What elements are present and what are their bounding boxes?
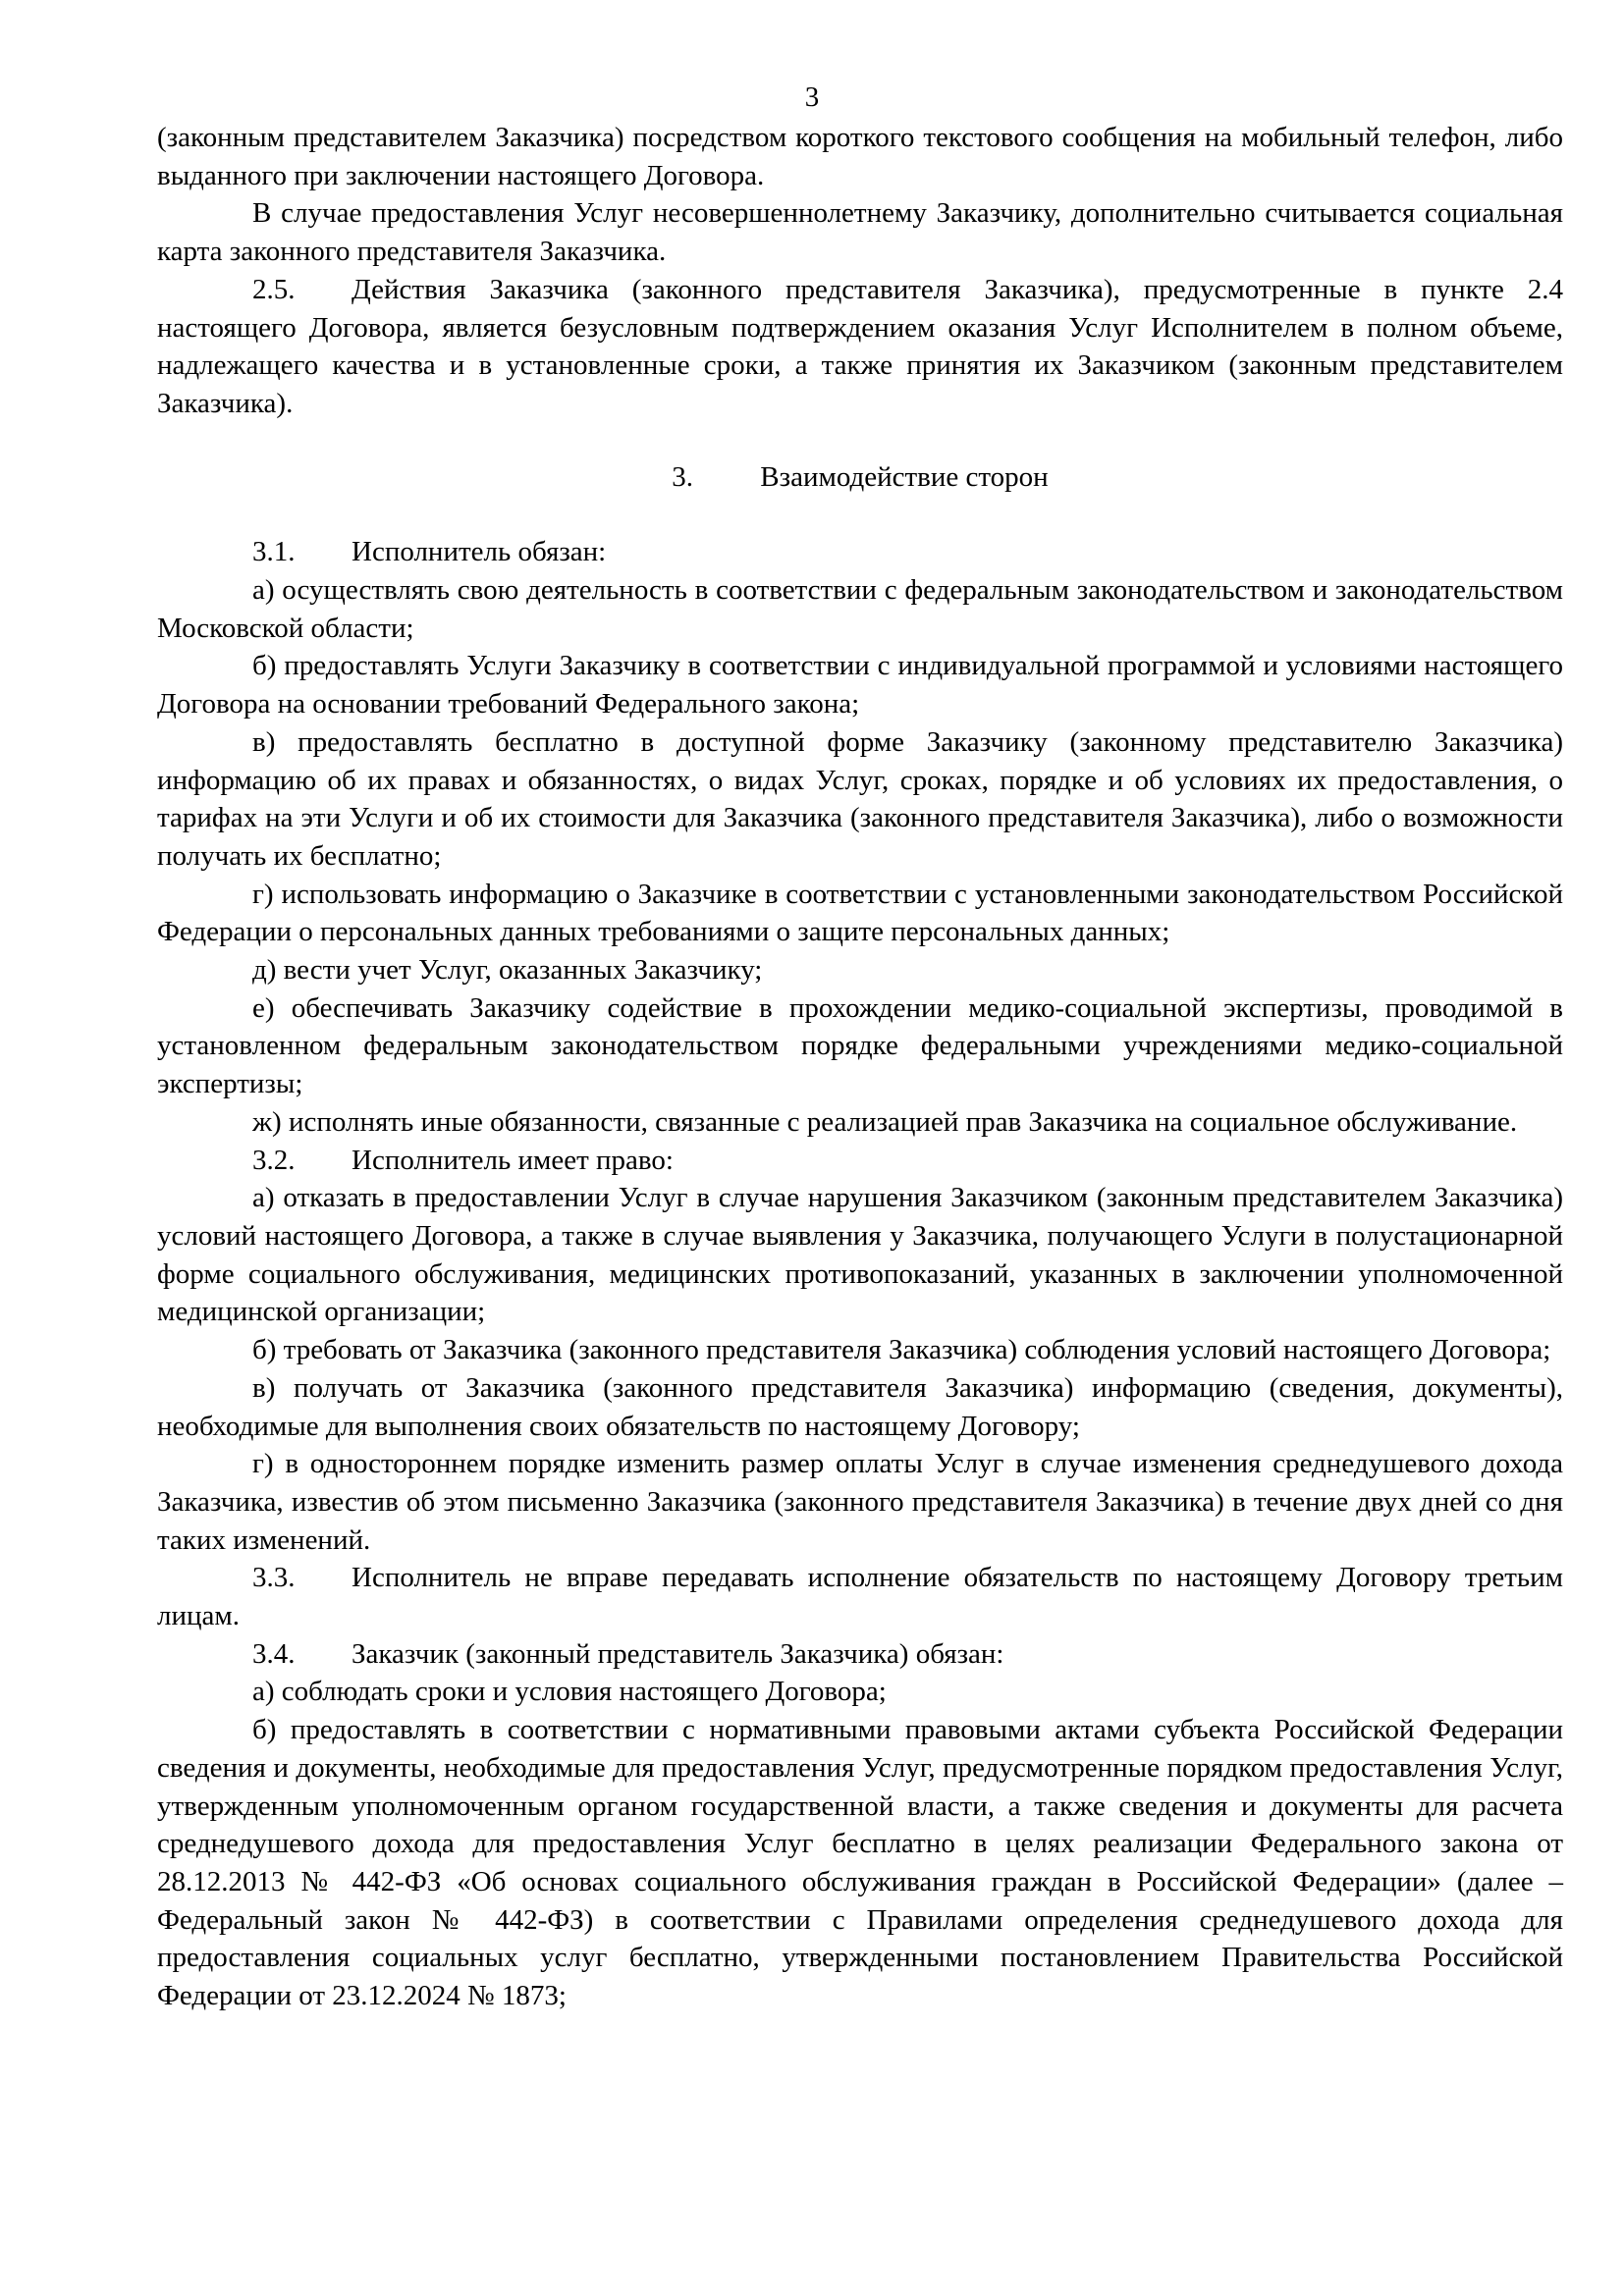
clause-3-4 [157, 1635, 1563, 1674]
list-item: б) предоставлять в соответствии с нормативными правовыми актами субъекта Российской Федерации сведения и документы, необходимые для предоставления Услуг, предусмотренные порядком предоставления Услуг, утвержденным уполномоченным органом государственной власти, а также сведения и документы для расчета среднедушевого дохода для предоставления Услуг бесплатно в целях реализации Федерального закона от 28.12.2013 № 442-ФЗ «Об основах социального обслуживания граждан в Российской Федерации» (далее – Федеральный закон № 442-ФЗ) в соответствии с Правилами определения среднедушевого дохода для предоставления социальных услуг бесплатно, утвержденными постановлением Правительства Российской Федерации от 23.12.2024 № 1873; [157, 1714, 1563, 2012]
clause-number: 3.3. [252, 1562, 296, 1594]
clause-text: Исполнитель не вправе передавать исполнение обязательств по настоящему Договору третьим лицам. [157, 1562, 1563, 1632]
clause-3-1 [157, 533, 1563, 571]
clause-text: Заказчик (законный представитель Заказчика) обязан: [352, 1637, 1004, 1670]
clause-number: 3.1. [252, 536, 296, 568]
list-item: ж) исполнять иные обязанности, связанные с реализацией прав Заказчика на социальное обслуживание. [252, 1105, 1518, 1138]
clause-text: Действия Заказчика (законного представителя Заказчика), предусмотренные в пункте 2.4 настоящего Договора, является безусловным подтверждением оказания Услуг Исполнителем в полном объеме, надлежащего качества и в установленные сроки, а также принятия их Заказчиком (законным представителем Заказчика). [157, 273, 1563, 419]
page-number: 3 [804, 81, 820, 113]
list-item: б) требовать от Заказчика (законного представителя Заказчика) соблюдения условий настоящего Договора; [252, 1334, 1551, 1366]
clause-text: Исполнитель имеет право: [352, 1144, 674, 1176]
list-item: в) получать от Заказчика (законного представителя Заказчика) информацию (сведения, документы), необходимые для выполнения своих обязательств по настоящему Договору; [157, 1371, 1563, 1442]
paragraph: В случае предоставления Услуг несовершеннолетнему Заказчику, дополнительно считывается социальная карта законного представителя Заказчика. [157, 197, 1563, 268]
document-body [157, 119, 1563, 2015]
list-item: а) отказать в предоставлении Услуг в случае нарушения Заказчиком (законным представителем Заказчика) условий настоящего Договора, а также в случае выявления у Заказчика, получающего Услуги в полустационарной форме социального обслуживания, медицинских противопоказаний, указанных в заключении уполномоченной медицинской организации; [157, 1182, 1563, 1328]
list-item: е) обеспечивать Заказчику содействие в прохождении медико-социальной экспертизы, проводимой в установленном федеральным законодательством порядке федеральными учреждениями медико-социальной экспертизы; [157, 991, 1563, 1100]
clause-3-2 [157, 1142, 1563, 1180]
section-heading [157, 458, 1563, 497]
list-item: в) предоставлять бесплатно в доступной форме Заказчику (законному представителю Заказчика) информацию об их правах и обязанностях, о видах Услуг, сроках, порядке и об условиях их предоставления, о тарифах на эти Услуги и об их стоимости для Заказчика (законного представителя Заказчика), либо о возможности получать их бесплатно; [157, 725, 1563, 872]
list-item: д) вести учет Услуг, оказанных Заказчику; [252, 954, 763, 987]
clause-text: Исполнитель обязан: [352, 536, 607, 568]
list-item: б) предоставлять Услуги Заказчику в соответствии с индивидуальной программой и условиями настоящего Договора на основании требований Федерального закона; [157, 650, 1563, 721]
list-item: г) в одностороннем порядке изменить размер оплаты Услуг в случае изменения среднедушевого дохода Заказчика, известив об этом письменно Заказчика (законного представителя Заказчика) в течение двух дней со дня таких изменений. [157, 1448, 1563, 1556]
clause-number: 3.4. [252, 1637, 296, 1670]
clause-number: 3.2. [252, 1144, 296, 1176]
clause-number: 2.5. [252, 273, 296, 305]
clause-3-3 [157, 1559, 1563, 1634]
list-item: г) использовать информацию о Заказчике в соответствии с установленными законодательством Российской Федерации о персональных данных требованиями о защите персональных данных; [157, 878, 1563, 948]
list-item: а) соблюдать сроки и условия настоящего Договора; [252, 1676, 887, 1708]
paragraph-continuation: (законным представителем Заказчика) посредством короткого текстового сообщения на мобильный телефон, либо выданного при заключении настоящего Договора. [157, 122, 1563, 191]
section-title: Взаимодействие сторон [760, 460, 1049, 493]
section-number: 3. [672, 460, 694, 493]
clause-2-5 [157, 271, 1563, 423]
list-item: а) осуществлять свою деятельность в соответствии с федеральным законодательством и законодательством Московской области; [157, 574, 1563, 644]
